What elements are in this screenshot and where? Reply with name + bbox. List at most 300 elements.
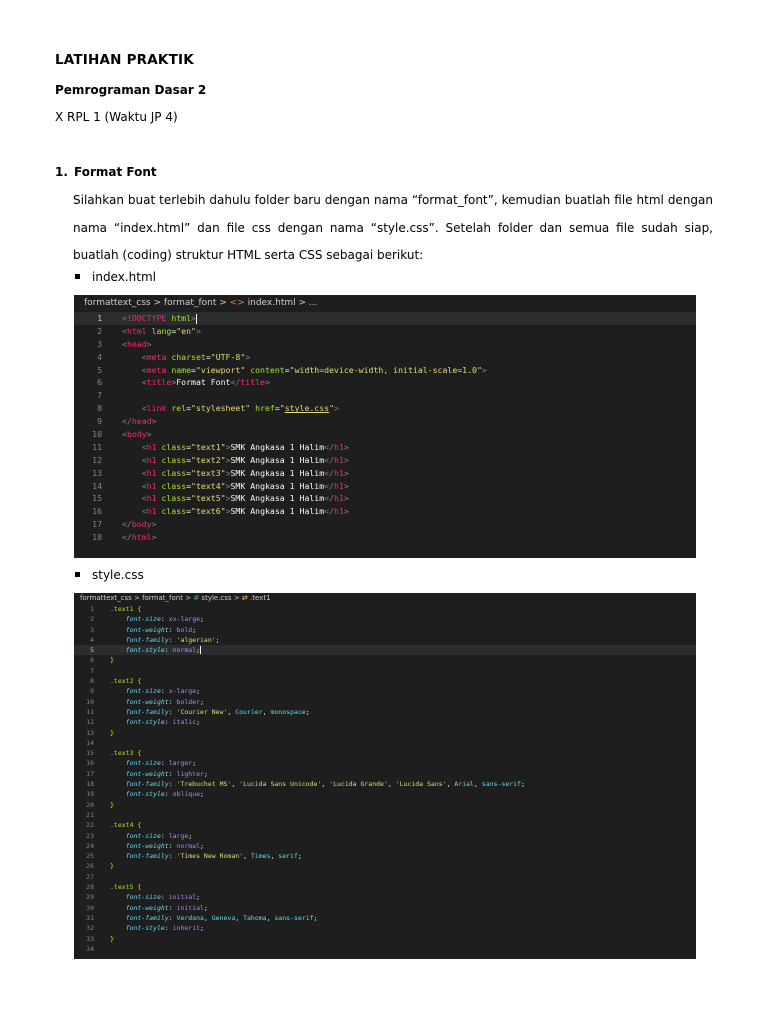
css-code-editor (74, 593, 696, 959)
code-line[interactable] (74, 831, 696, 841)
code-token: </ (324, 454, 335, 465)
code-token: < (122, 467, 147, 478)
bullet-square-icon (75, 572, 80, 577)
code-line[interactable] (74, 676, 696, 686)
code-token: "text1" (191, 441, 226, 452)
code-token (110, 770, 126, 778)
code-token: h1 (334, 467, 344, 478)
line-number: 10 (86, 697, 94, 706)
code-token: ; (520, 780, 525, 789)
code-token: : (168, 769, 177, 778)
code-token: font-weight (125, 625, 169, 634)
chevron-right-icon: > (134, 594, 140, 602)
code-token: monospace (270, 707, 306, 716)
line-number: 12 (86, 718, 94, 727)
line-number: 20 (86, 800, 94, 809)
code-line[interactable] (74, 415, 696, 428)
code-token: 'Courier New' (176, 707, 228, 716)
code-token: </ (122, 532, 132, 543)
code-token: font-weight (125, 841, 169, 850)
code-token: sans-serif (481, 780, 521, 789)
code-line[interactable] (74, 467, 696, 480)
line-number: 9 (90, 687, 94, 696)
code-line[interactable] (74, 789, 696, 799)
code-token: > (343, 454, 349, 465)
line-number: 8 (97, 403, 102, 414)
code-token: 'Trebuchet MS' (176, 780, 232, 789)
code-token (110, 790, 126, 798)
code-token (110, 759, 126, 767)
code-token: charset (171, 351, 206, 362)
code-token: large (168, 831, 189, 840)
code-token: ; (196, 718, 201, 727)
breadcrumb-item[interactable]: style.css (201, 594, 232, 602)
code-token: : (168, 635, 177, 644)
code-token: > (225, 454, 231, 465)
code-token: font-style (125, 646, 165, 655)
line-number: 15 (92, 493, 102, 504)
line-number: 2 (97, 325, 102, 336)
code-token: font-weight (125, 697, 169, 706)
code-token: .text1 (110, 605, 134, 613)
code-token: < (122, 364, 147, 375)
code-token: h1 (334, 441, 344, 452)
code-line[interactable] (74, 707, 696, 717)
code-line[interactable] (74, 872, 696, 882)
code-token: "text3" (191, 467, 226, 478)
code-token: h1 (334, 480, 344, 491)
code-token: : (168, 841, 177, 850)
code-token: : (168, 852, 177, 861)
code-token: = (186, 441, 192, 452)
code-line[interactable] (74, 325, 696, 338)
breadcrumb-item[interactable]: format_font (142, 594, 183, 602)
code-token: meta (146, 364, 167, 375)
code-token: " (279, 403, 285, 414)
code-token: 'Lucida Grande' (329, 780, 388, 789)
code-token: .text4 (110, 821, 134, 830)
code-token: class (161, 506, 187, 517)
code-line[interactable] (74, 944, 696, 954)
code-token: font-family (125, 707, 169, 716)
code-token: > (191, 313, 196, 323)
code-token: > (195, 325, 201, 336)
code-token: "width=device-width, initial-scale=1.0" (289, 364, 482, 375)
line-number: 14 (86, 738, 94, 747)
line-number: 11 (92, 441, 102, 452)
line-number: 31 (86, 913, 94, 922)
code-token: ; (196, 893, 201, 902)
code-line[interactable] (74, 635, 696, 645)
code-token: = (186, 454, 192, 465)
code-token (110, 780, 126, 788)
section-heading (55, 165, 157, 179)
line-number: 6 (97, 377, 102, 388)
code-token: ; (192, 625, 197, 634)
chevron-right-icon: > (185, 594, 192, 602)
code-token: title (240, 377, 265, 388)
code-token: } (110, 656, 114, 665)
breadcrumb-item[interactable]: formattext_css (80, 594, 132, 602)
code-token: = (171, 325, 177, 336)
code-token: : (168, 625, 177, 634)
code-line[interactable] (74, 800, 696, 810)
code-token: "en" (176, 325, 196, 336)
code-token (110, 687, 126, 695)
code-token: h1 (146, 493, 157, 504)
code-token: } (110, 862, 114, 871)
code-token: </ (324, 441, 335, 452)
breadcrumb (74, 593, 696, 604)
line-number: 18 (86, 780, 94, 789)
code-token: SMK Angkasa 1 Halim (230, 506, 325, 517)
code-token: title (146, 377, 172, 388)
code-token: > (151, 532, 157, 543)
code-token: ; (200, 841, 204, 850)
code-line[interactable] (74, 518, 696, 531)
code-token: > (481, 364, 487, 375)
code-token: , (266, 913, 275, 922)
code-token: DOCTYPE (131, 313, 167, 323)
code-token: SMK Angkasa 1 Halim (230, 454, 325, 465)
code-token: font-family (125, 780, 169, 789)
code-line[interactable] (74, 666, 696, 676)
code-token (110, 842, 126, 850)
code-token: </ (230, 377, 241, 388)
code-token: font-style (125, 924, 165, 933)
html-code-editor (74, 295, 696, 558)
code-token: lang (151, 325, 172, 336)
line-number: 1 (97, 313, 102, 323)
code-line[interactable] (74, 312, 696, 325)
code-token: SMK Angkasa 1 Halim (230, 467, 325, 478)
code-token: head (126, 338, 147, 349)
code-token (110, 893, 126, 901)
code-token: , (446, 780, 455, 789)
code-line[interactable] (74, 934, 696, 944)
code-token: = (186, 506, 192, 517)
code-token: name (171, 364, 192, 375)
line-number: 16 (92, 506, 102, 517)
code-line[interactable] (74, 686, 696, 696)
code-token: { (137, 677, 142, 686)
code-token: "text6" (191, 506, 226, 517)
code-token: < (122, 506, 147, 517)
code-token: ; (196, 646, 201, 655)
code-token (110, 924, 126, 932)
code-token: font-size (125, 893, 161, 902)
code-token: ; (188, 831, 193, 840)
code-token: "stylesheet" (191, 403, 251, 414)
code-token: link (146, 403, 167, 414)
line-number: 16 (86, 759, 94, 768)
line-number: 7 (97, 390, 102, 401)
line-number: 1 (90, 605, 94, 613)
code-token: h1 (334, 506, 344, 517)
code-line[interactable] (74, 428, 696, 441)
css-file-icon: # (193, 594, 200, 602)
code-token: bold (176, 625, 193, 634)
breadcrumb-item[interactable]: format_font (163, 298, 217, 308)
code-token: 'Lucida Sans Unicode' (239, 780, 322, 789)
code-token: Times (250, 852, 271, 861)
code-token: > (343, 493, 349, 504)
code-token: , (321, 780, 330, 789)
code-token: > (146, 429, 152, 440)
line-number: 18 (92, 532, 102, 543)
section-number: 1. (55, 165, 68, 179)
code-line[interactable] (74, 614, 696, 624)
code-token (110, 718, 126, 726)
code-line[interactable] (74, 861, 696, 871)
code-token: content (250, 364, 285, 375)
code-token (110, 708, 126, 716)
code-line[interactable] (74, 923, 696, 933)
code-token: </ (122, 416, 132, 427)
line-number: 24 (86, 841, 94, 850)
code-area[interactable] (74, 604, 696, 954)
subtitle: Pemrograman Dasar 2 (55, 83, 207, 97)
code-area[interactable] (74, 312, 696, 544)
code-line[interactable] (74, 441, 696, 454)
line-number: 3 (97, 338, 102, 349)
code-token: } (110, 800, 114, 809)
code-token: font-family (125, 635, 169, 644)
code-token: SMK Angkasa 1 Halim (230, 480, 325, 491)
breadcrumb-item[interactable]: .text1 (250, 594, 271, 602)
code-line[interactable] (74, 338, 696, 351)
code-token: 'Lucida Sans' (395, 780, 447, 789)
code-token: h1 (334, 454, 344, 465)
code-token: sans-serif (274, 913, 314, 922)
code-token: < (122, 403, 147, 414)
code-line[interactable] (74, 779, 696, 789)
code-token: : (160, 687, 169, 696)
line-number: 13 (92, 467, 102, 478)
code-token: lighter (176, 769, 204, 778)
code-token: font-weight (125, 769, 169, 778)
code-token: ; (313, 913, 318, 922)
code-token: .text2 (110, 677, 134, 686)
code-token: font-weight (125, 903, 169, 912)
code-line[interactable] (74, 389, 696, 402)
code-token: ; (200, 790, 204, 799)
text-cursor (200, 646, 201, 654)
code-token: , (203, 913, 212, 922)
code-token: font-size (125, 759, 161, 768)
code-token: : (160, 615, 169, 624)
code-line[interactable] (74, 655, 696, 665)
code-token: { (137, 605, 142, 613)
code-token: = (284, 364, 290, 375)
code-line[interactable] (74, 364, 696, 377)
bullet-square-icon (75, 274, 80, 279)
code-line[interactable] (74, 645, 696, 655)
code-token: Verdana (176, 913, 204, 922)
code-token: > (225, 441, 231, 452)
code-line[interactable] (74, 717, 696, 727)
code-token: > (151, 416, 157, 427)
code-line[interactable] (74, 882, 696, 892)
code-line[interactable] (74, 480, 696, 493)
code-token: } (110, 934, 114, 943)
code-token: > (343, 506, 349, 517)
code-line[interactable] (74, 913, 696, 923)
line-number: 22 (86, 821, 94, 830)
code-line[interactable] (74, 851, 696, 861)
code-token: > (225, 480, 231, 491)
code-token (110, 698, 126, 706)
code-token: serif (278, 852, 298, 861)
code-token (110, 615, 126, 623)
code-token: ; (200, 615, 204, 624)
code-token: 'algerian' (176, 635, 216, 644)
text-cursor (196, 314, 197, 324)
section-heading-text: Format Font (74, 165, 157, 179)
code-token: { (137, 821, 142, 830)
line-number: 5 (90, 646, 94, 655)
line-number: 4 (90, 635, 94, 644)
page-title: LATIHAN PRAKTIK (55, 52, 194, 68)
code-token: : (164, 790, 173, 799)
line-number: 5 (97, 364, 102, 375)
code-token (110, 646, 126, 654)
code-line[interactable] (74, 492, 696, 505)
code-token: Courier (235, 707, 263, 716)
code-token: : (164, 924, 173, 933)
code-line[interactable] (74, 903, 696, 913)
code-token: > (334, 403, 339, 414)
selector-icon: ⇄ (241, 594, 248, 602)
code-token (110, 904, 126, 912)
code-line[interactable] (74, 376, 696, 389)
code-token (110, 832, 126, 840)
breadcrumb-item[interactable]: ... (308, 298, 318, 308)
code-token (110, 852, 126, 860)
breadcrumb-item[interactable]: index.html (247, 298, 296, 308)
code-line[interactable] (74, 769, 696, 779)
code-token: class (161, 480, 187, 491)
code-token: ; (196, 687, 201, 696)
code-line[interactable] (74, 505, 696, 518)
code-token: h1 (146, 467, 157, 478)
code-line[interactable] (74, 697, 696, 707)
code-token: Geneva (211, 913, 236, 922)
code-token: > (225, 493, 231, 504)
code-token: > (151, 519, 157, 530)
code-line[interactable] (74, 892, 696, 902)
code-line[interactable] (74, 604, 696, 614)
code-token: "text5" (191, 493, 226, 504)
code-token: = (186, 467, 192, 478)
line-number: 21 (86, 810, 94, 819)
code-token: italic (172, 718, 197, 727)
bullet-label: index.html (92, 270, 156, 284)
code-token: : (164, 646, 173, 655)
code-token: "viewport" (195, 364, 246, 375)
chevron-right-icon: > (153, 298, 162, 308)
code-line[interactable] (74, 758, 696, 768)
code-token: class (161, 493, 187, 504)
code-token: > (225, 506, 231, 517)
code-line[interactable] (74, 810, 696, 820)
code-token: = (274, 403, 280, 414)
chevron-right-icon: > (219, 298, 227, 308)
code-token: larger (168, 759, 193, 768)
code-token: font-size (125, 831, 161, 840)
code-line[interactable] (74, 728, 696, 738)
code-token: font-size (125, 615, 161, 624)
code-token: font-size (125, 687, 161, 696)
code-token: SMK Angkasa 1 Halim (230, 493, 325, 504)
code-token: < (122, 377, 147, 388)
line-number: 32 (86, 924, 94, 933)
line-number: 10 (92, 429, 102, 440)
line-number: 8 (90, 677, 94, 686)
code-token: < (122, 338, 127, 349)
code-token: > (265, 377, 270, 388)
code-token: : (168, 903, 177, 912)
code-token: html (126, 325, 147, 336)
code-token: h1 (146, 454, 157, 465)
code-token: <! (122, 313, 132, 323)
code-token: font-style (125, 718, 165, 727)
code-token: head (131, 416, 152, 427)
code-token: x-large (168, 687, 197, 696)
code-line[interactable] (74, 841, 696, 851)
line-number: 3 (90, 625, 94, 634)
code-line[interactable] (74, 402, 696, 415)
code-token: href (255, 403, 275, 414)
code-token: } (110, 728, 114, 737)
line-number: 6 (90, 656, 94, 665)
code-line[interactable] (74, 748, 696, 758)
code-token: Format Font (176, 377, 231, 388)
code-token: "text4" (191, 480, 226, 491)
code-token: ; (203, 769, 208, 778)
breadcrumb-item[interactable]: formattext_css (84, 298, 151, 308)
code-token: : (160, 759, 169, 768)
code-token: > (146, 338, 152, 349)
code-token: meta (146, 351, 167, 362)
code-token: xx-large (168, 615, 201, 624)
code-token: , (227, 707, 236, 716)
code-token: { (137, 883, 142, 892)
code-token: </ (324, 480, 335, 491)
code-token: = (186, 403, 192, 414)
bullet-index-html (73, 270, 156, 284)
code-line[interactable] (74, 738, 696, 748)
code-line[interactable] (74, 820, 696, 830)
code-token: ; (200, 924, 204, 933)
code-token: = (191, 364, 196, 375)
line-number: 25 (86, 852, 94, 861)
line-number: 11 (86, 707, 94, 716)
code-token: bolder (176, 697, 201, 706)
html-file-icon: <> (229, 298, 245, 308)
code-token: = (186, 480, 192, 491)
code-line[interactable] (74, 454, 696, 467)
code-token: : (160, 831, 169, 840)
code-token: , (473, 780, 482, 789)
code-line[interactable] (74, 625, 696, 635)
code-line[interactable] (74, 531, 696, 544)
code-line[interactable] (74, 351, 696, 364)
code-token: html (171, 313, 192, 323)
code-token: = (186, 493, 192, 504)
code-token: initial (168, 893, 197, 902)
code-token: initial (176, 903, 204, 912)
